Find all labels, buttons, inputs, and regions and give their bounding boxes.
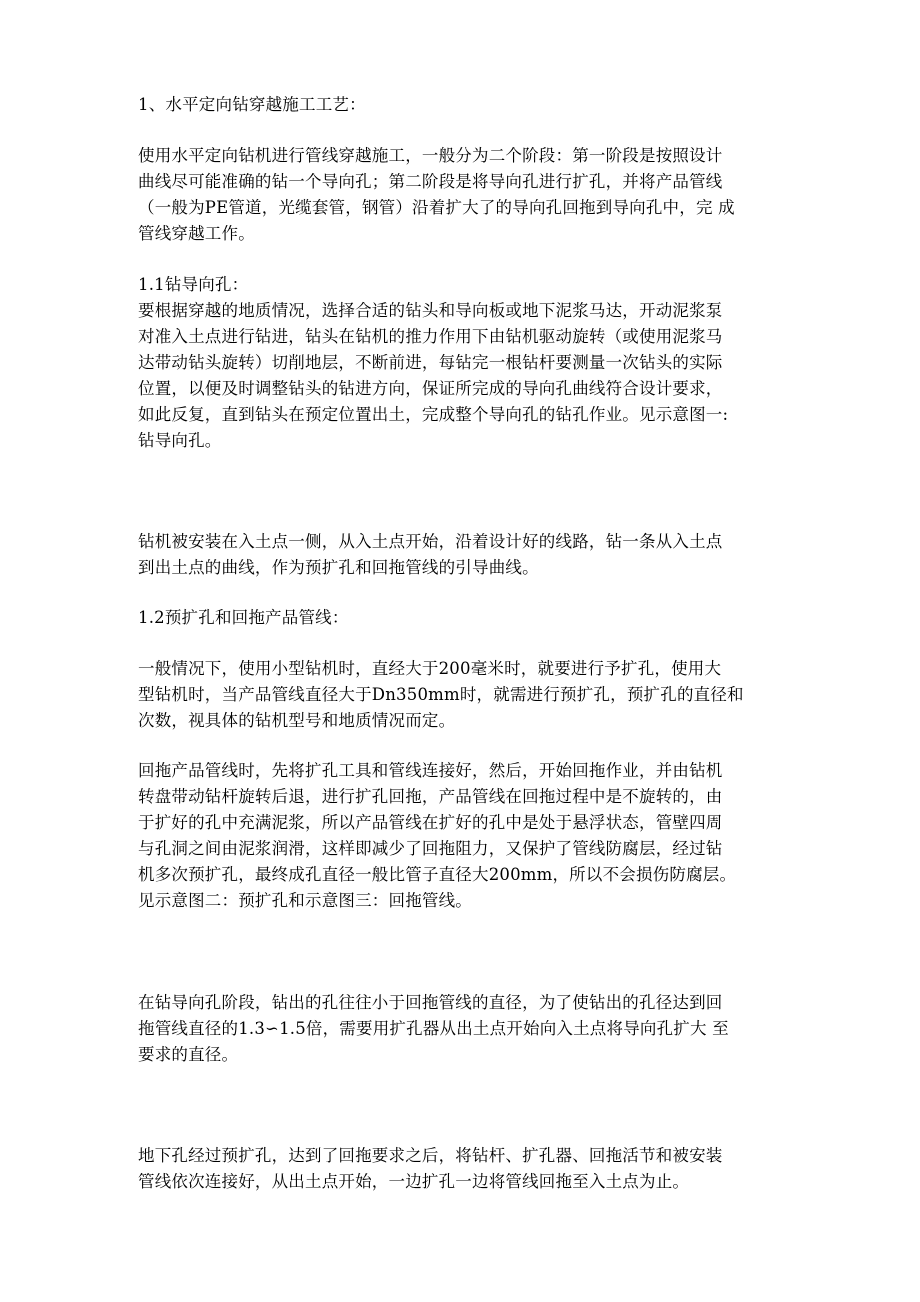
pre-ream-line-2: 型钻机时，当产品管线直径大于Dn350mm时，就需进行预扩孔，预扩孔的直径和 bbox=[138, 685, 744, 704]
reaming-stage-line-3: 要求的直径。 bbox=[138, 1045, 239, 1064]
reaming-stage-line-2: 拖管线直径的1.3∽1.5倍，需要用扩孔器从出土点开始向入土点将导向孔扩大 至 bbox=[138, 1019, 729, 1038]
intro-line-1: 使用水平定向钻机进行管线穿越施工，一般分为二个阶段：第一阶段是按照设计 bbox=[138, 146, 723, 165]
intro-line-2: 曲线尽可能准确的钻一个导向孔；第二阶段是将导向孔进行扩孔，并将产品管线 bbox=[138, 172, 723, 191]
pullback-line-3: 于扩好的孔中充满泥浆，所以产品管线在扩好的孔中是处于悬浮状态，管壁四周 bbox=[138, 813, 723, 832]
intro-line-4: 管线穿越工作。 bbox=[138, 224, 255, 243]
pre-ream-line-3: 次数，视具体的钻机型号和地质情况而定。 bbox=[138, 711, 456, 730]
final-pull-line-2: 管线依次连接好，从出土点开始，一边扩孔一边将管线回拖至入土点为止。 bbox=[138, 1172, 690, 1191]
guide-hole-line-6: 钻导向孔。 bbox=[138, 431, 222, 450]
rig-install-line-1: 钻机被安装在入土点一侧，从入土点开始，沿着设计好的线路，钻一条从入土点 bbox=[138, 532, 723, 551]
intro-line-3: （一般为PE管道，光缆套管，钢管）沿着扩大了的导向孔回拖到导向孔中，完 成 bbox=[138, 198, 735, 217]
reaming-stage-line-1: 在钻导向孔阶段，钻出的孔往往小于回拖管线的直径，为了使钻出的孔径达到回 bbox=[138, 993, 723, 1012]
rig-install-line-2: 到出土点的曲线，作为预扩孔和回拖管线的引导曲线。 bbox=[138, 558, 539, 577]
guide-hole-line-2: 对准入土点进行钻进，钻头在钻机的推力作用下由钻机驱动旋转（或使用泥浆马 bbox=[138, 327, 723, 346]
section-heading-1-2: 1.2预扩孔和回拖产品管线： bbox=[138, 608, 349, 627]
guide-hole-line-3: 达带动钻头旋转）切削地层，不断前进，每钻完一根钻杆要测量一次钻头的实际 bbox=[138, 353, 723, 372]
section-heading-1: 1、水平定向钻穿越施工工艺： bbox=[138, 95, 366, 114]
section-heading-1-1: 1.1钻导向孔： bbox=[138, 275, 249, 294]
guide-hole-line-1: 要根据穿越的地质情况，选择合适的钻头和导向板或地下泥浆马达，开动泥浆泵 bbox=[138, 301, 723, 320]
guide-hole-line-5: 如此反复，直到钻头在预定位置出土，完成整个导向孔的钻孔作业。见示意图一: bbox=[138, 405, 729, 424]
pullback-line-4: 与孔洞之间由泥浆润滑，这样即减少了回拖阻力，又保护了管线防腐层，经过钻 bbox=[138, 839, 723, 858]
guide-hole-line-4: 位置，以便及时调整钻头的钻进方向，保证所完成的导向孔曲线符合设计要求， bbox=[138, 379, 723, 398]
pre-ream-line-1: 一般情况下，使用小型钻机时，直经大于200毫米时，就要进行予扩孔，使用大 bbox=[138, 659, 722, 678]
pullback-line-1: 回拖产品管线时，先将扩孔工具和管线连接好，然后，开始回拖作业，并由钻机 bbox=[138, 761, 723, 780]
pullback-line-2: 转盘带动钻杆旋转后退，进行扩孔回拖，产品管线在回拖过程中是不旋转的，由 bbox=[138, 787, 723, 806]
final-pull-line-1: 地下孔经过预扩孔，达到了回拖要求之后，将钻杆、扩孔器、回拖活节和被安装 bbox=[138, 1146, 723, 1165]
pullback-line-6: 见示意图二：预扩孔和示意图三：回拖管线。 bbox=[138, 891, 472, 910]
pullback-line-5: 机多次预扩孔，最终成孔直径一般比管子直径大200mm，所以不会损伤防腐层。 bbox=[138, 865, 737, 884]
